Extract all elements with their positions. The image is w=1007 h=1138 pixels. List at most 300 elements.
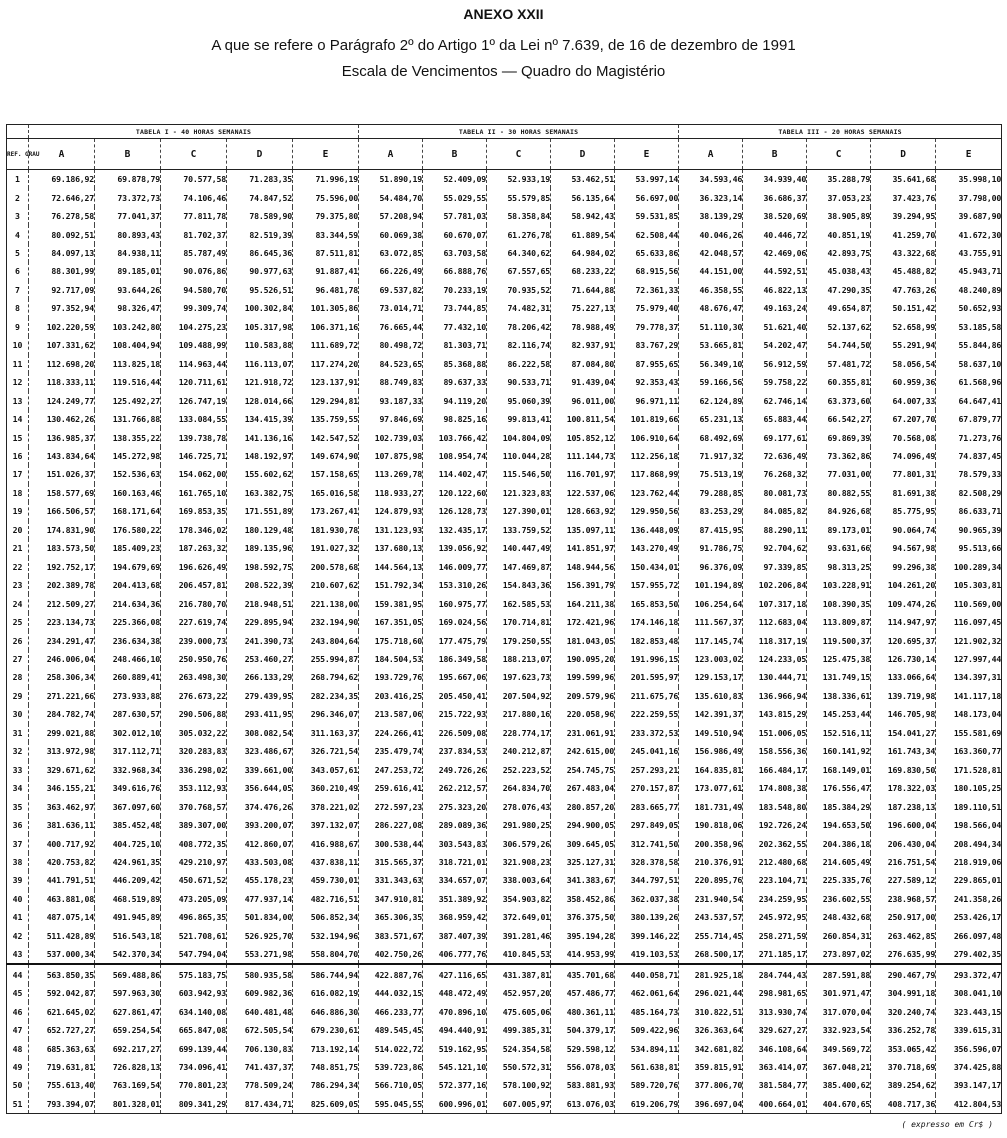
salary-cell: 408.772,35 <box>161 834 227 852</box>
salary-cell: 275.323,20 <box>423 797 487 815</box>
salary-cell: 183.548,80 <box>743 797 807 815</box>
salary-cell: 452.957,20 <box>487 984 551 1002</box>
salary-cell: 422.887,76 <box>359 964 423 983</box>
salary-cell: 69.878,79 <box>95 170 161 189</box>
salary-cell: 108.954,74 <box>423 447 487 465</box>
salary-cell: 380.139,26 <box>615 908 679 926</box>
salary-cell: 283.665,77 <box>615 797 679 815</box>
salary-cell: 78.206,42 <box>487 318 551 336</box>
grade-cell: 48 <box>7 1039 29 1057</box>
salary-cell: 158.556,36 <box>743 742 807 760</box>
salary-cell: 133.066,64 <box>871 668 936 686</box>
salary-cell: 81.691,38 <box>871 484 936 502</box>
table-row <box>7 742 1002 760</box>
salary-cell: 286.227,08 <box>359 816 423 834</box>
salary-cell: 132.435,17 <box>423 521 487 539</box>
table-row <box>7 539 1002 557</box>
salary-cell: 84.085,82 <box>743 502 807 520</box>
salary-cell: 173.077,61 <box>679 779 743 797</box>
table-row <box>7 853 1002 871</box>
salary-cell: 57.481,72 <box>807 355 871 373</box>
salary-cell: 516.543,18 <box>95 927 161 945</box>
salary-cell: 193.729,76 <box>359 668 423 686</box>
grade-cell: 11 <box>7 355 29 373</box>
salary-cell: 370.718,69 <box>871 1058 936 1076</box>
salary-cell: 331.343,63 <box>359 871 423 889</box>
salary-cell: 281.925,18 <box>679 964 743 983</box>
salary-cell: 566.710,05 <box>359 1076 423 1094</box>
salary-cell: 247.253,72 <box>359 761 423 779</box>
salary-cell: 162.585,53 <box>487 594 551 612</box>
salary-cell: 70.935,52 <box>487 281 551 299</box>
grade-cell: 42 <box>7 927 29 945</box>
salary-cell: 264.834,70 <box>487 779 551 797</box>
salary-cell: 83.767,29 <box>615 336 679 354</box>
salary-cell: 616.082,19 <box>293 984 359 1002</box>
salary-cell: 404.725,10 <box>95 834 161 852</box>
salary-cell: 211.675,76 <box>615 687 679 705</box>
table-row <box>7 1058 1002 1076</box>
salary-cell: 356.644,05 <box>227 779 293 797</box>
salary-cell: 166.506,57 <box>29 502 95 520</box>
salary-cell: 180.105,25 <box>936 779 1002 797</box>
salary-cell: 323.486,67 <box>227 742 293 760</box>
salary-cell: 54.484,70 <box>359 188 423 206</box>
column-header: E <box>936 139 1002 170</box>
salary-cell: 301.971,47 <box>807 984 871 1002</box>
grade-cell: 50 <box>7 1076 29 1094</box>
salary-cell: 46.822,13 <box>743 281 807 299</box>
salary-cell: 266.097,48 <box>936 927 1002 945</box>
salary-cell: 214.634,36 <box>95 594 161 612</box>
salary-cell: 82.937,91 <box>551 336 615 354</box>
grade-cell: 36 <box>7 816 29 834</box>
salary-cell: 255.994,87 <box>293 650 359 668</box>
salary-cell: 148.944,56 <box>551 558 615 576</box>
salary-cell: 73.014,71 <box>359 299 423 317</box>
salary-cell: 260.889,41 <box>95 668 161 686</box>
salary-cell: 547.794,04 <box>161 945 227 964</box>
salary-cell: 201.595,97 <box>615 668 679 686</box>
salary-cell: 537.000,34 <box>29 945 95 964</box>
salary-cell: 146.009,77 <box>423 558 487 576</box>
salary-cell: 161.743,34 <box>871 742 936 760</box>
salary-cell: 141.117,18 <box>936 687 1002 705</box>
salary-cell: 57.208,94 <box>359 207 423 225</box>
salary-cell: 44.151,00 <box>679 262 743 280</box>
salary-cell: 809.341,29 <box>161 1095 227 1114</box>
salary-cell: 308.082,54 <box>227 724 293 742</box>
salary-cell: 343.057,61 <box>293 761 359 779</box>
salary-cell: 580.935,58 <box>227 964 293 983</box>
salary-cell: 424.961,35 <box>95 853 161 871</box>
grade-cell: 33 <box>7 761 29 779</box>
salary-cell: 317.070,04 <box>807 1002 871 1020</box>
salary-cell: 440.058,71 <box>615 964 679 983</box>
table-row <box>7 262 1002 280</box>
salary-cell: 290.467,79 <box>871 964 936 983</box>
salary-cell: 80.498,72 <box>359 336 423 354</box>
salary-cell: 186.349,58 <box>423 650 487 668</box>
grade-cell: 21 <box>7 539 29 557</box>
salary-cell: 55.579,85 <box>487 188 551 206</box>
grade-cell: 24 <box>7 594 29 612</box>
salary-cell: 419.103,53 <box>615 945 679 964</box>
grade-cell: 23 <box>7 576 29 594</box>
salary-cell: 102.206,84 <box>743 576 807 594</box>
salary-cell: 38.520,69 <box>743 207 807 225</box>
salary-cell: 165.853,50 <box>615 594 679 612</box>
salary-cell: 168.171,64 <box>95 502 161 520</box>
salary-cell: 363.414,07 <box>743 1058 807 1076</box>
salary-cell: 158.577,69 <box>29 484 95 502</box>
salary-cell: 197.623,73 <box>487 668 551 686</box>
salary-cell: 126.730,14 <box>871 650 936 668</box>
salary-cell: 192.726,24 <box>743 816 807 834</box>
salary-cell: 188.213,07 <box>487 650 551 668</box>
salary-cell: 279.439,95 <box>227 687 293 705</box>
salary-cell: 196.626,49 <box>161 558 227 576</box>
grade-cell: 6 <box>7 262 29 280</box>
salary-cell: 41.672,30 <box>936 225 1002 243</box>
grade-cell: 37 <box>7 834 29 852</box>
salary-cell: 139.738,78 <box>161 428 227 446</box>
table-row <box>7 576 1002 594</box>
salary-cell: 173.267,41 <box>293 502 359 520</box>
salary-cell: 372.649,01 <box>487 908 551 926</box>
salary-cell: 133.084,55 <box>161 410 227 428</box>
salary-cell: 64.007,33 <box>871 391 936 409</box>
salary-cell: 180.129,48 <box>227 521 293 539</box>
salary-cell: 317.112,71 <box>95 742 161 760</box>
salary-cell: 58.056,54 <box>871 355 936 373</box>
salary-cell: 332.968,34 <box>95 761 161 779</box>
salary-cell: 56.135,64 <box>551 188 615 206</box>
table-row <box>7 188 1002 206</box>
table-row <box>7 336 1002 354</box>
salary-cell: 47.290,35 <box>807 281 871 299</box>
salary-cell: 341.383,67 <box>551 871 615 889</box>
salary-cell: 397.132,07 <box>293 816 359 834</box>
salary-cell: 362.037,38 <box>615 890 679 908</box>
salary-cell: 96.481,78 <box>293 281 359 299</box>
salary-cell: 237.834,53 <box>423 742 487 760</box>
salary-cell: 367.097,60 <box>95 797 161 815</box>
salary-cell: 119.500,37 <box>807 631 871 649</box>
salary-cell: 334.657,07 <box>423 871 487 889</box>
grade-cell: 51 <box>7 1095 29 1114</box>
grade-cell: 44 <box>7 964 29 983</box>
salary-cell: 97.352,94 <box>29 299 95 317</box>
salary-cell: 95.060,39 <box>487 391 551 409</box>
salary-cell: 99.813,41 <box>487 410 551 428</box>
salary-cell: 106.254,64 <box>679 594 743 612</box>
salary-cell: 72.646,27 <box>29 188 95 206</box>
grade-cell: 27 <box>7 650 29 668</box>
salary-cell: 755.613,40 <box>29 1076 95 1094</box>
salary-cell: 561.638,81 <box>615 1058 679 1076</box>
salary-cell: 74.837,45 <box>936 447 1002 465</box>
salary-cell: 276.673,22 <box>161 687 227 705</box>
salary-cell: 66.888,76 <box>423 262 487 280</box>
table-row <box>7 761 1002 779</box>
salary-cell: 75.979,40 <box>615 299 679 317</box>
salary-cell: 491.945,89 <box>95 908 161 926</box>
salary-cell: 131.749,15 <box>807 668 871 686</box>
salary-cell: 220.895,76 <box>679 871 743 889</box>
salary-cell: 56.912,59 <box>743 355 807 373</box>
salary-cell: 212.509,27 <box>29 594 95 612</box>
salary-cell: 242.615,00 <box>551 742 615 760</box>
table-row <box>7 502 1002 520</box>
salary-cell: 402.750,26 <box>359 945 423 964</box>
salary-cell: 146.725,71 <box>161 447 227 465</box>
salary-cell: 174.831,90 <box>29 521 95 539</box>
salary-cell: 136.448,09 <box>615 521 679 539</box>
salary-cell: 156.986,49 <box>679 742 743 760</box>
salary-cell: 130.462,26 <box>29 410 95 428</box>
table-row <box>7 687 1002 705</box>
salary-cell: 374.476,26 <box>227 797 293 815</box>
salary-cell: 78.589,90 <box>227 207 293 225</box>
salary-cell: 65.231,13 <box>679 410 743 428</box>
table-row <box>7 244 1002 262</box>
column-header: B <box>95 139 161 170</box>
salary-cell: 204.386,18 <box>807 834 871 852</box>
salary-cell: 545.121,10 <box>423 1058 487 1076</box>
table-row <box>7 797 1002 815</box>
salary-cell: 224.266,41 <box>359 724 423 742</box>
salary-cell: 509.422,96 <box>615 1021 679 1039</box>
salary-cell: 126.747,19 <box>161 391 227 409</box>
salary-cell: 93.187,33 <box>359 391 423 409</box>
salary-cell: 273.897,02 <box>807 945 871 964</box>
salary-cell: 148.173,04 <box>936 705 1002 723</box>
salary-cell: 229.895,94 <box>227 613 293 631</box>
salary-cell: 222.259,55 <box>615 705 679 723</box>
grade-cell: 32 <box>7 742 29 760</box>
grade-cell: 28 <box>7 668 29 686</box>
grade-cell: 10 <box>7 336 29 354</box>
salary-cell: 192.752,17 <box>29 558 95 576</box>
salary-cell: 110.569,00 <box>936 594 1002 612</box>
salary-cell: 395.194,28 <box>551 927 615 945</box>
salary-cell: 115.546,50 <box>487 465 551 483</box>
salary-cell: 267.483,04 <box>551 779 615 797</box>
salary-cell: 121.902,32 <box>936 631 1002 649</box>
salary-cell: 131.123,93 <box>359 521 423 539</box>
salary-cell: 385.452,48 <box>95 816 161 834</box>
grade-cell: 17 <box>7 465 29 483</box>
currency-note: ( expresso em Cr$ ) <box>901 1120 993 1129</box>
salary-cell: 431.387,81 <box>487 964 551 983</box>
salary-cell: 609.982,36 <box>227 984 293 1002</box>
salary-cell: 95.526,51 <box>227 281 293 299</box>
salary-cell: 284.782,74 <box>29 705 95 723</box>
salary-cell: 459.730,01 <box>293 871 359 889</box>
salary-cell: 55.029,55 <box>423 188 487 206</box>
salary-cell: 111.689,72 <box>293 336 359 354</box>
table-row <box>7 984 1002 1002</box>
table-row <box>7 724 1002 742</box>
table-row <box>7 447 1002 465</box>
table-group-header: TABELA I - 40 HORAS SEMANAIS <box>29 125 359 139</box>
salary-cell: 44.592,51 <box>743 262 807 280</box>
salary-cell: 84.938,11 <box>95 244 161 262</box>
grade-cell: 2 <box>7 188 29 206</box>
salary-cell: 187.263,32 <box>161 539 227 557</box>
salary-cell: 135.759,55 <box>293 410 359 428</box>
salary-cell: 514.022,72 <box>359 1039 423 1057</box>
salary-cell: 511.428,89 <box>29 927 95 945</box>
salary-cell: 52.409,09 <box>423 170 487 189</box>
table-row <box>7 613 1002 631</box>
salary-cell: 216.780,70 <box>161 594 227 612</box>
grade-cell: 39 <box>7 871 29 889</box>
salary-cell: 103.766,42 <box>423 428 487 446</box>
salary-cell: 81.702,37 <box>161 225 227 243</box>
salary-cell: 306.579,26 <box>487 834 551 852</box>
column-header: D <box>871 139 936 170</box>
salary-cell: 558.804,70 <box>293 945 359 964</box>
salary-cell: 393.200,07 <box>227 816 293 834</box>
table-row <box>7 225 1002 243</box>
salary-cell: 241.358,26 <box>936 890 1002 908</box>
salary-cell: 748.851,75 <box>293 1058 359 1076</box>
salary-cell: 332.923,54 <box>807 1021 871 1039</box>
salary-cell: 496.865,35 <box>161 908 227 926</box>
salary-cell: 128.663,92 <box>551 502 615 520</box>
salary-cell: 387.407,39 <box>423 927 487 945</box>
salary-cell: 339.615,31 <box>936 1021 1002 1039</box>
salary-cell: 225.366,08 <box>95 613 161 631</box>
salary-cell: 204.413,68 <box>95 576 161 594</box>
salary-cell: 73.744,85 <box>423 299 487 317</box>
salary-cell: 98.313,25 <box>807 558 871 576</box>
salary-cell: 80.882,55 <box>807 484 871 502</box>
salary-cell: 468.519,89 <box>95 890 161 908</box>
salary-cell: 238.968,57 <box>871 890 936 908</box>
table-row <box>7 355 1002 373</box>
salary-cell: 163.360,77 <box>936 742 1002 760</box>
salary-cell: 77.811,78 <box>161 207 227 225</box>
salary-cell: 125.492,27 <box>95 391 161 409</box>
salary-cell: 99.309,74 <box>161 299 227 317</box>
salary-cell: 148.192,97 <box>227 447 293 465</box>
salary-cell: 296.346,07 <box>293 705 359 723</box>
salary-cell: 53.185,58 <box>936 318 1002 336</box>
salary-cell: 178.346,02 <box>161 521 227 539</box>
salary-cell: 109.474,26 <box>871 594 936 612</box>
salary-cell: 532.194,96 <box>293 927 359 945</box>
salary-cell: 347.910,81 <box>359 890 423 908</box>
salary-cell: 70.233,19 <box>423 281 487 299</box>
salary-cell: 107.875,98 <box>359 447 423 465</box>
salary-cell: 75.513,19 <box>679 465 743 483</box>
salary-cell: 113.809,87 <box>807 613 871 631</box>
salary-cell: 76.665,44 <box>359 318 423 336</box>
salary-cell: 416.988,67 <box>293 834 359 852</box>
grade-cell: 19 <box>7 502 29 520</box>
salary-cell: 346.155,21 <box>29 779 95 797</box>
salary-cell: 106.371,16 <box>293 318 359 336</box>
salary-cell: 112.698,20 <box>29 355 95 373</box>
salary-cell: 78.988,49 <box>551 318 615 336</box>
salary-cell: 85.775,95 <box>871 502 936 520</box>
salary-cell: 58.358,84 <box>487 207 551 225</box>
table-row <box>7 668 1002 686</box>
salary-cell: 233.372,53 <box>615 724 679 742</box>
salary-cell: 553.271,98 <box>227 945 293 964</box>
salary-cell: 47.763,26 <box>871 281 936 299</box>
salary-cell: 60.959,36 <box>871 373 936 391</box>
salary-cell: 159.381,95 <box>359 594 423 612</box>
salary-cell: 216.751,54 <box>871 853 936 871</box>
salary-cell: 494.440,91 <box>423 1021 487 1039</box>
salary-cell: 487.075,14 <box>29 908 95 926</box>
salary-cell: 86.633,71 <box>936 502 1002 520</box>
salary-cell: 85.787,49 <box>161 244 227 262</box>
salary-cell: 245.041,16 <box>615 742 679 760</box>
grade-cell: 26 <box>7 631 29 649</box>
salary-cell: 142.391,37 <box>679 705 743 723</box>
salary-cell: 534.894,11 <box>615 1039 679 1057</box>
salary-cell: 501.834,00 <box>227 908 293 926</box>
salary-cell: 351.389,92 <box>423 890 487 908</box>
salary-cell: 320.240,74 <box>871 1002 936 1020</box>
salary-cell: 218.919,06 <box>936 853 1002 871</box>
salary-cell: 279.402,35 <box>936 945 1002 964</box>
table-row <box>7 816 1002 834</box>
salary-cell: 120.711,61 <box>161 373 227 391</box>
salary-cell: 311.163,37 <box>293 724 359 742</box>
salary-cell: 114.963,44 <box>161 355 227 373</box>
salary-cell: 435.701,68 <box>551 964 615 983</box>
table-row <box>7 318 1002 336</box>
salary-cell: 389.254,62 <box>871 1076 936 1094</box>
salary-cell: 39.294,95 <box>871 207 936 225</box>
salary-cell: 73.362,86 <box>807 447 871 465</box>
salary-cell: 153.310,26 <box>423 576 487 594</box>
salary-cell: 136.966,94 <box>743 687 807 705</box>
salary-cell: 480.361,11 <box>551 1002 615 1020</box>
salary-cell: 578.100,92 <box>487 1076 551 1094</box>
salary-cell: 336.298,02 <box>161 761 227 779</box>
salary-cell: 276.635,99 <box>871 945 936 964</box>
salary-cell: 278.076,43 <box>487 797 551 815</box>
salary-cell: 66.542,27 <box>807 410 871 428</box>
table-row <box>7 1039 1002 1057</box>
salary-cell: 358.452,86 <box>551 890 615 908</box>
salary-cell: 50.652,93 <box>936 299 1002 317</box>
salary-cell: 825.609,05 <box>293 1095 359 1114</box>
salary-cell: 273.933,88 <box>95 687 161 705</box>
salary-cell: 82.508,29 <box>936 484 1002 502</box>
salary-cell: 310.822,51 <box>679 1002 743 1020</box>
salary-cell: 57.781,03 <box>423 207 487 225</box>
salary-cell: 48.240,89 <box>936 281 1002 299</box>
salary-cell: 589.720,76 <box>615 1076 679 1094</box>
salary-cell: 43.755,91 <box>936 244 1002 262</box>
salary-cell: 329.627,27 <box>743 1021 807 1039</box>
salary-cell: 98.825,16 <box>423 410 487 428</box>
salary-cell: 71.996,19 <box>293 170 359 189</box>
salary-cell: 328.378,58 <box>615 853 679 871</box>
salary-cell: 182.853,48 <box>615 631 679 649</box>
salary-cell: 706.130,83 <box>227 1039 293 1057</box>
salary-cell: 583.881,93 <box>551 1076 615 1094</box>
salary-cell: 133.759,52 <box>487 521 551 539</box>
